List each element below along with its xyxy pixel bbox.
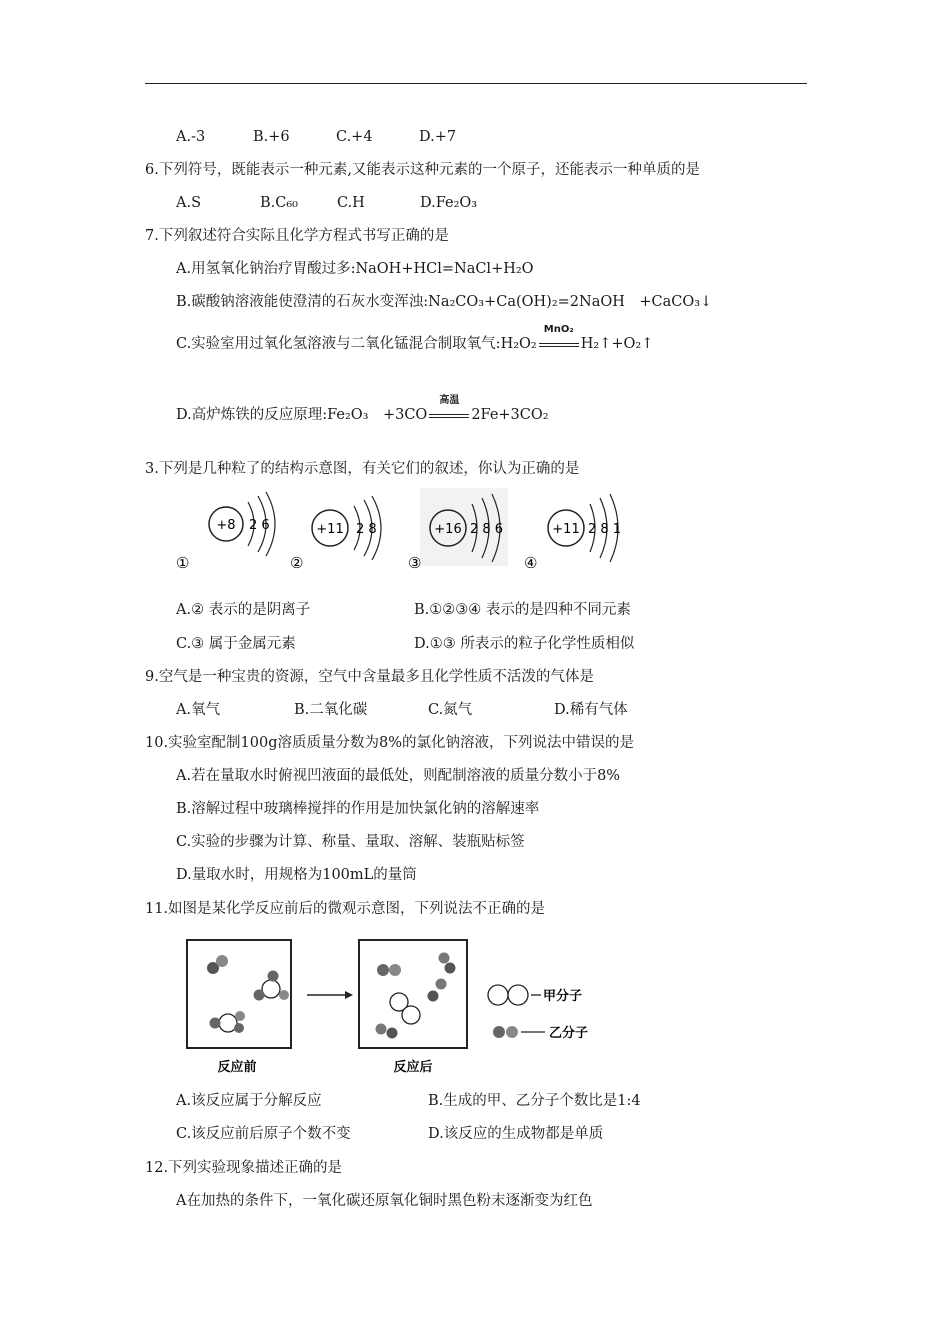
atom-4-nucleus: +11 [552, 522, 580, 537]
legend-a-label: 甲分子 [543, 989, 583, 1004]
q10-stem: 10.实验室配制100g溶质质量分数为8%的氯化钠溶液，下列说法中错误的是 [145, 735, 635, 751]
q5-option-b: B.+6 [253, 129, 290, 145]
q8-option-d: D.①③ 所表示的粒子化学性质相似 [414, 636, 635, 652]
atom-1-shells: 2 6 [249, 518, 270, 533]
q5-option-c: C.+4 [336, 129, 373, 145]
q7-option-d-text: D.高炉炼铁的反应原理:Fe₂O₃ +3CO [176, 407, 428, 423]
q6-option-d: D.Fe₂O₃ [420, 195, 478, 211]
q7-c-condition: MnO₂ [543, 324, 574, 335]
before-label: 反应前 [217, 1060, 257, 1075]
after-label: 反应后 [393, 1060, 433, 1075]
q11-stem: 11.如图是某化学反应前后的微观示意图，下列说法不正确的是 [145, 901, 546, 917]
q8-option-c: C.③ 属于金属元素 [176, 636, 296, 652]
legend [488, 985, 588, 1041]
atom-diagram-1 [176, 492, 275, 572]
q11-option-b: B.生成的甲、乙分子个数比是1:4 [428, 1093, 641, 1109]
reaction-arrow [307, 991, 353, 999]
header-rule [145, 83, 807, 84]
atom-diagram-3 [408, 488, 508, 572]
reaction-condition-arrow [427, 395, 471, 425]
q8-stem: 3.下列是几种粒了的结构示意图，有关它们的叙述，你认为正确的是 [145, 461, 580, 477]
q7-option-c-text: C.实验室用过氧化氢溶液与二氧化锰混合制取氧气:H₂O₂ [176, 336, 537, 352]
q12-option-a: A在加热的条件下，一氧化碳还原氧化铜时黑色粉末逐渐变为红色 [176, 1193, 593, 1209]
q12-stem: 12.下列实验现象描述正确的是 [145, 1160, 343, 1176]
atom-4-marker: ④ [524, 554, 538, 572]
q10-option-b: B.溶解过程中玻璃棒搅拌的作用是加快氯化钠的溶解速率 [176, 801, 540, 817]
atom-3-nucleus: +16 [434, 522, 462, 537]
atom-2-marker: ② [290, 554, 304, 572]
q11-option-d: D.该反应的生成物都是单质 [428, 1126, 604, 1142]
atom-2-nucleus: +11 [316, 522, 344, 537]
q5-option-a: A.-3 [176, 129, 206, 145]
q7-option-b: B.碳酸钠溶液能使澄清的石灰水变浑浊:Na₂CO₃+Ca(OH)₂=2NaOH +CaCO₃↓ [176, 294, 713, 310]
q7-option-d-products: 2Fe+3CO₂ [471, 407, 549, 423]
q7-option-d [176, 395, 549, 425]
q10-option-d: D.量取水时，用规格为100mL的量筒 [176, 867, 417, 883]
q6-option-b: B.C₆₀ [260, 195, 298, 211]
atom-4-shells: 2 8 1 [588, 522, 622, 537]
q9-stem: 9.空气是一种宝贵的资源，空气中含量最多且化学性质不活泼的气体是 [145, 669, 594, 685]
q9-option-c: C.氮气 [428, 702, 473, 718]
reaction-condition-arrow [537, 324, 581, 354]
q8-option-a: A.② 表示的是阴离子 [176, 602, 311, 618]
q11-option-c: C.该反应前后原子个数不变 [176, 1126, 351, 1142]
q7-option-a: A.用氢氧化钠治疗胃酸过多:NaOH+HCl=NaCl+H₂O [176, 261, 534, 277]
q8-option-b: B.①②③④ 表示的是四种不同元素 [414, 602, 631, 618]
atomic-structure-diagrams [170, 488, 810, 578]
q7-option-c [176, 324, 654, 354]
q11-option-a: A.该反应属于分解反应 [176, 1093, 322, 1109]
q7-d-condition: 高温 [439, 395, 460, 406]
atom-1-marker: ① [176, 554, 190, 572]
q7-option-c-products: H₂↑+O₂↑ [580, 336, 654, 352]
atom-3-marker: ③ [408, 554, 422, 572]
q6-option-a: A.S [176, 195, 202, 211]
q10-option-a: A.若在量取水时俯视凹液面的最低处，则配制溶液的质量分数小于8% [176, 768, 621, 784]
after-box [359, 940, 467, 1075]
reaction-micro-diagram [185, 938, 625, 1078]
q7-stem: 7.下列叙述符合实际且化学方程式书写正确的是 [145, 228, 449, 244]
before-box [187, 940, 291, 1075]
q9-option-d: D.稀有气体 [554, 702, 628, 718]
atom-2-shells: 2 8 [356, 522, 377, 537]
atom-diagram-2 [290, 496, 381, 572]
atom-1-nucleus: +8 [216, 518, 236, 533]
atom-diagram-4 [524, 494, 621, 572]
q9-option-b: B.二氧化碳 [294, 702, 368, 718]
q10-option-c: C.实验的步骤为计算、称量、量取、溶解、装瓶贴标签 [176, 834, 525, 850]
q6-stem: 6.下列符号，既能表示一种元素,又能表示这种元素的一个原子，还能表示一种单质的是 [145, 162, 700, 178]
atom-3-shells: 2 8 6 [470, 522, 504, 537]
q6-option-c: C.H [337, 195, 365, 211]
legend-b-label: 乙分子 [549, 1026, 589, 1041]
q9-option-a: A.氧气 [176, 702, 221, 718]
q5-option-d: D.+7 [419, 129, 457, 145]
